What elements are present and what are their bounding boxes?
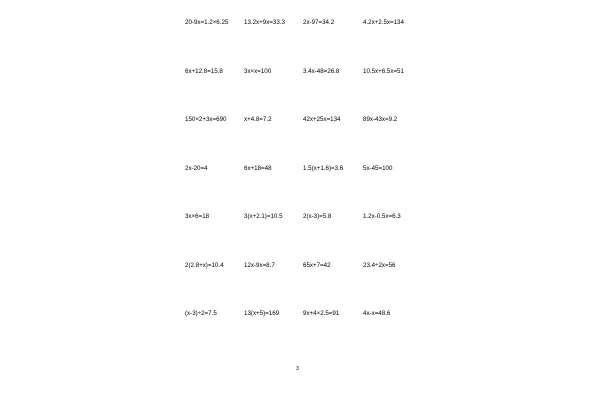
equation-item: 13.2x+9x=33.3 [244,19,285,26]
equation-item: 4.2x+2.5x=134 [363,19,404,26]
equation-item: 2x-20=4 [185,164,208,172]
equation-item: 150×2+3x=690 [185,116,227,123]
equation-item: 3.4x-48=26.8 [303,67,340,75]
equation-item: 6x+18=48 [244,164,272,172]
equation-item: 5x-45=100 [363,164,393,172]
equation-item: 3(x+2.1)=10.5 [244,213,283,220]
equation-item: 2x-97=34.2 [303,19,335,26]
equation-item: 3x×x=100 [244,67,272,75]
equation-item: x+4.8=7.2 [244,116,272,123]
equation-item: 1.5(x+1.6)=3.6 [303,164,344,172]
equation-item: 12x-9x=8.7 [244,261,275,269]
equation-item: 42x+25x=134 [303,116,341,123]
equation-item: 13(x+5)=169 [244,310,280,317]
equation-item: 4x-x=48.6 [363,310,391,317]
equation-item: 2(x-3)=5.8 [303,213,332,220]
equation-item: 2(2.8+x)=10.4 [185,261,224,269]
equation-item: 9x+4×2.5=91 [303,310,340,317]
page-number: 3 [296,366,299,372]
equation-item: 6x+12.8=15.8 [185,67,223,75]
equation-item: (x-3)÷2=7.5 [185,310,217,317]
equation-item: 23.4÷2x=56 [363,261,396,269]
equation-item: 1.2x-0.5x=6.3 [363,213,401,220]
equation-item: 3x×6=18 [185,213,210,220]
equation-grid [185,19,425,359]
equation-item: 89x-43x=9.2 [363,116,398,123]
equation-item: 65x+7=42 [303,261,331,269]
equation-item: 20-9x=1.2×6.25 [185,19,229,26]
equation-item: 10.5x+6.5x=51 [363,67,404,75]
